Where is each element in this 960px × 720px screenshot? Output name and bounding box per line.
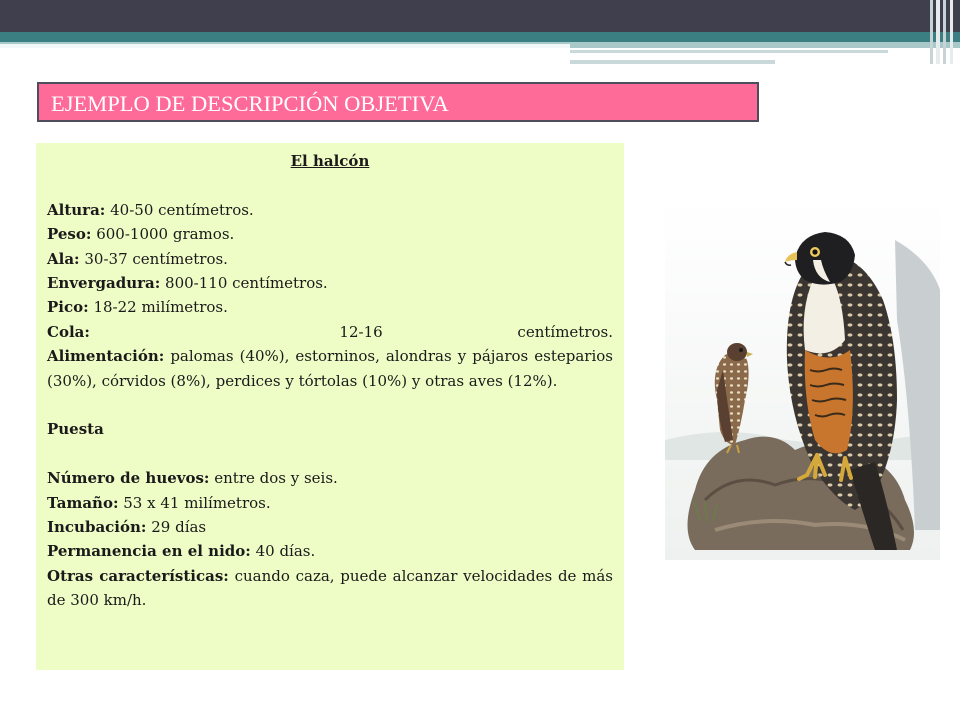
- decorative-line-1: [570, 50, 888, 53]
- puesta-line: Incubación: 29 días: [47, 518, 207, 537]
- measure-line: Ala: 30-37 centímetros.: [47, 249, 228, 268]
- right-stripe: [936, 0, 940, 64]
- description-box: [36, 143, 624, 670]
- decorative-line-2: [570, 60, 775, 64]
- puesta-line: Permanencia en el nido: 40 días.: [47, 542, 316, 561]
- otras-paragraph: Otras características: cuando caza, puede alcanzar velocidades de más de 300 km/h.: [47, 566, 614, 610]
- right-stripe: [930, 0, 933, 64]
- measure-line: Envergadura: 800-110 centímetros.: [47, 274, 328, 293]
- top-decorative-bar: [0, 0, 960, 32]
- measure-line: Peso: 600-1000 gramos.: [47, 225, 235, 244]
- measure-line: Altura: 40-50 centímetros.: [47, 200, 254, 219]
- box-heading: El halcón: [290, 152, 370, 170]
- puesta-heading: Puesta: [47, 420, 104, 439]
- teal-decorative-bar: [0, 32, 960, 42]
- white-highlight-bar: [0, 44, 570, 48]
- right-stripe: [950, 0, 953, 64]
- measure-line: Pico: 18-22 milímetros.: [47, 298, 228, 317]
- slide-title: EJEMPLO DE DESCRIPCIÓN OBJETIVA: [37, 82, 759, 122]
- right-stripe: [943, 0, 946, 64]
- puesta-line: Tamaño: 53 x 41 milímetros.: [47, 493, 271, 512]
- falcon-illustration: [665, 200, 940, 560]
- measure-line-cola: Cola: 12-16 centímetros.: [47, 322, 613, 341]
- puesta-line: Número de huevos: entre dos y seis.: [47, 469, 338, 488]
- alimentacion-paragraph: Alimentación: palomas (40%), estorninos, alondras y pájaros esteparios (30%), córvidos (8%), perdices y tórtolas (10%) y otras aves (12%).: [47, 347, 613, 390]
